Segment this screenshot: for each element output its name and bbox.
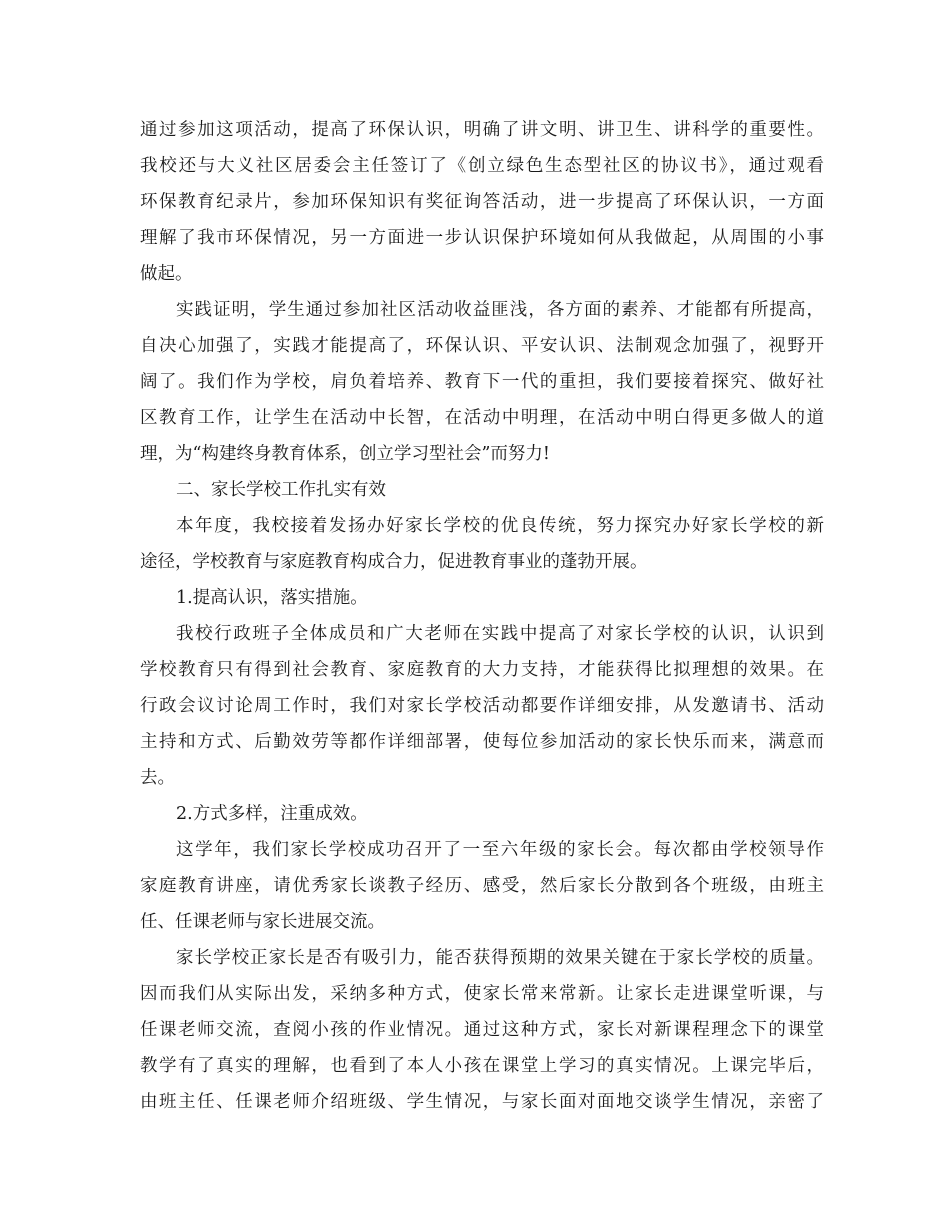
text-line: 这学年，我们家长学校成功召开了一至六年级的家长会。每次都由学校领导作 bbox=[176, 840, 824, 860]
subsection-heading-text: 2.方式多样，注重成效。 bbox=[176, 804, 368, 824]
subsection-heading-text: 1.提高认识，落实措施。 bbox=[176, 588, 368, 608]
text-line: 通过参加这项活动，提高了环保认识，明确了讲文明、讲卫生、讲科学的重要性。 bbox=[140, 120, 824, 140]
text-line: 由班主任、任课老师介绍班级、学生情况，与家长面对面地交谈学生情况，亲密了 bbox=[140, 1092, 824, 1112]
text-line: 理，为“构建终身教育体系，创立学习型社会”而努力! bbox=[140, 444, 550, 464]
text-line: 阔了。我们作为学校，肩负着培养、教育下一代的重担，我们要接着探究、做好社 bbox=[140, 372, 824, 392]
section-heading-text: 二、家长学校工作扎实有效 bbox=[176, 480, 386, 500]
text-line: 做起。 bbox=[140, 264, 193, 284]
text-line: 本年度，我校接着发扬办好家长学校的优良传统，努力探究办好家长学校的新 bbox=[176, 516, 824, 536]
text-line: 家庭教育讲座，请优秀家长谈教子经历、感受，然后家长分散到各个班级，由班主 bbox=[140, 876, 824, 896]
text-line: 区教育工作，让学生在活动中长智，在活动中明理，在活动中明白得更多做人的道 bbox=[140, 408, 824, 428]
paragraph bbox=[140, 292, 824, 472]
section-heading bbox=[140, 472, 824, 508]
paragraph bbox=[140, 148, 824, 292]
text-line: 我校还与大义社区居委会主任签订了《创立绿色生态型社区的协议书》，通过观看 bbox=[140, 156, 824, 176]
paragraph bbox=[140, 616, 824, 796]
subsection-heading bbox=[140, 796, 824, 832]
document-page bbox=[140, 112, 824, 1120]
text-line: 任课老师交流，查阅小孩的作业情况。通过这种方式，家长对新课程理念下的课堂 bbox=[140, 1020, 824, 1040]
paragraph bbox=[140, 112, 824, 148]
text-line: 教学有了真实的理解，也看到了本人小孩在课堂上学习的真实情况。上课完毕后， bbox=[140, 1056, 824, 1076]
text-line: 学校教育只有得到社会教育、家庭教育的大力支持，才能获得比拟理想的效果。在 bbox=[140, 660, 824, 680]
text-line: 环保教育纪录片，参加环保知识有奖征询答活动，进一步提高了环保认识，一方面 bbox=[140, 192, 824, 212]
text-line: 行政会议讨论周工作时，我们对家长学校活动都要作详细安排，从发邀请书、活动 bbox=[140, 696, 824, 716]
paragraph bbox=[140, 940, 824, 1120]
paragraph bbox=[140, 832, 824, 940]
text-line: 因而我们从实际出发，采纳多种方式，使家长常来常新。让家长走进课堂听课，与 bbox=[140, 984, 824, 1004]
text-line: 任、任课老师与家长进展交流。 bbox=[140, 912, 385, 932]
text-line: 实践证明，学生通过参加社区活动收益匪浅，各方面的素养、才能都有所提高， bbox=[176, 300, 824, 320]
text-line: 自决心加强了，实践才能提高了，环保认识、平安认识、法制观念加强了，视野开 bbox=[140, 336, 824, 356]
paragraph bbox=[140, 508, 824, 580]
text-line: 去。 bbox=[140, 768, 175, 788]
text-line: 主持和方式、后勤效劳等都作详细部署，使每位参加活动的家长快乐而来，满意而 bbox=[140, 732, 824, 752]
text-line: 途径，学校教育与家庭教育构成合力，促进教育事业的蓬勃开展。 bbox=[140, 552, 648, 572]
text-line: 家长学校正家长是否有吸引力，能否获得预期的效果关键在于家长学校的质量。 bbox=[176, 948, 824, 968]
text-line: 我校行政班子全体成员和广大老师在实践中提高了对家长学校的认识，认识到 bbox=[176, 624, 824, 644]
subsection-heading bbox=[140, 580, 824, 616]
text-line: 理解了我市环保情况，另一方面进一步认识保护环境如何从我做起，从周围的小事 bbox=[140, 228, 824, 248]
